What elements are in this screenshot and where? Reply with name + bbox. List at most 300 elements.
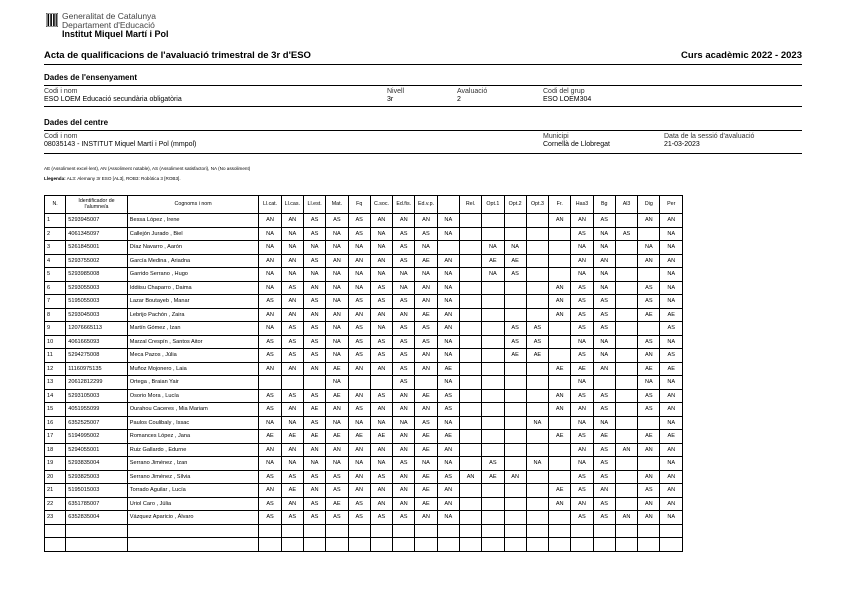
grade-cell: NA [370,241,392,255]
column-header: Ed.fis. [393,196,415,214]
grade-cell [526,295,548,309]
grade-cell: AE [549,430,571,444]
ensenyament-codi [44,88,182,104]
empty-cell [259,538,281,552]
grade-cell: NA [348,457,370,471]
column-header: Rel. [459,196,481,214]
grade-cell: NA [660,457,683,471]
grade-cell: AN [370,254,392,268]
grade-cell [526,430,548,444]
grade-cell: NA [437,416,459,430]
student-name: Lebrijo Pachón , Zaira [127,308,259,322]
grade-cell: AN [660,497,683,511]
grade-cell [615,484,637,498]
grade-cell: AN [393,403,415,417]
grade-cell: AN [638,254,660,268]
grade-cell [482,497,504,511]
grade-cell: NA [326,295,348,309]
grade-cell: AE [504,254,526,268]
grade-cell: AN [259,254,281,268]
empty-cell [303,538,325,552]
row-number: 6 [45,281,66,295]
empty-cell [348,524,370,538]
grade-cell: AE [415,308,437,322]
empty-row [45,524,683,538]
grade-cell [615,389,637,403]
grade-cell: AS [281,349,303,363]
grade-cell: NA [348,241,370,255]
grade-cell: NA [326,268,348,282]
avaluacio-value: 2 [457,96,461,103]
grade-cell [526,241,548,255]
grade-cell: AS [437,470,459,484]
student-id: 5293055003 [66,281,128,295]
grade-cell: AE [437,362,459,376]
grade-cell: NA [370,416,392,430]
grade-cell: NA [281,457,303,471]
header-logo-block [46,12,169,39]
grade-cell: AN [593,254,615,268]
grade-cell: NA [660,227,683,241]
grade-cell [638,268,660,282]
grade-cell: NA [526,457,548,471]
row-number: 9 [45,322,66,336]
grade-cell: AN [437,254,459,268]
row-number: 11 [45,349,66,363]
column-header: Has3 [571,196,593,214]
table-row [45,457,683,471]
grade-cell: AN [370,497,392,511]
grade-cell [549,470,571,484]
student-id: 20612812299 [66,376,128,390]
grade-cell [459,322,481,336]
grade-cell: AN [303,362,325,376]
grade-cell: NA [593,335,615,349]
grade-cell [615,281,637,295]
grade-cell: NA [571,457,593,471]
nivell-field [387,88,404,104]
table-row [45,214,683,228]
grade-cell: AS [393,322,415,336]
grade-cell: AN [281,362,303,376]
empty-cell [526,524,548,538]
empty-cell [303,524,325,538]
grade-cell: NA [437,376,459,390]
grade-cell [615,349,637,363]
empty-cell [393,538,415,552]
grade-cell: AS [259,497,281,511]
grade-cell: NA [415,268,437,282]
column-header: Identificador de l'alumne/a [66,196,128,214]
grade-cell [504,308,526,322]
grade-cell: AS [370,349,392,363]
grade-cell [459,484,481,498]
grade-cell: AS [370,281,392,295]
grade-cell: AS [393,349,415,363]
student-name: Garrido Serrano , Hugo [127,268,259,282]
student-id: 5293945007 [66,214,128,228]
empty-cell [526,538,548,552]
grade-cell: NA [393,281,415,295]
grade-cell: AS [281,470,303,484]
student-id: 5293835004 [66,457,128,471]
grade-cell: AS [638,295,660,309]
column-header [437,196,459,214]
grade-cell: AN [303,443,325,457]
grade-cell: AN [259,214,281,228]
grade-cell: AN [638,470,660,484]
grade-cell: AS [303,295,325,309]
grade-cell [615,430,637,444]
grade-cell: AN [303,484,325,498]
grade-cell [504,443,526,457]
grade-cell [615,335,637,349]
grade-cell: AS [526,322,548,336]
empty-cell [393,524,415,538]
grade-cell: AN [259,362,281,376]
ensenyament-codi-value: ESO LOEM Educació secundària obligatòria [44,96,182,103]
grade-cell: AN [459,470,481,484]
table-row [45,430,683,444]
page-title: Acta de qualificacions de l'avaluació trimestral de 3r d'ESO [44,50,311,61]
grade-cell: AN [615,443,637,457]
legend-label: Llegenda: [44,176,66,181]
grade-cell: AE [660,308,683,322]
table-row [45,322,683,336]
grade-cell [504,295,526,309]
grade-cell [549,376,571,390]
grade-cell: AN [393,497,415,511]
grade-cell: AN [638,349,660,363]
grade-cell: AN [326,308,348,322]
empty-row [45,538,683,552]
grade-cell: AS [593,470,615,484]
grade-cell: AN [660,389,683,403]
grade-cell: AE [660,430,683,444]
grade-cell [549,254,571,268]
grade-cell [504,376,526,390]
column-header: Fq [348,196,370,214]
grade-cell [482,443,504,457]
ensenyament-codi-label: Codi i nom [44,88,78,95]
grade-cell: AS [593,322,615,336]
title-row [44,50,802,61]
grade-cell [459,443,481,457]
grade-cell: NA [393,268,415,282]
empty-cell [638,524,660,538]
grade-cell: NA [326,241,348,255]
grade-cell: AS [326,511,348,525]
grade-cell [638,416,660,430]
student-id: 5293985008 [66,268,128,282]
grade-cell: AN [660,470,683,484]
column-header: Ll.cas. [281,196,303,214]
grade-cell: AN [437,322,459,336]
grade-cell: NA [326,457,348,471]
org-text [62,12,169,39]
empty-cell [482,538,504,552]
grade-cell: NA [571,335,593,349]
grade-cell: AS [281,335,303,349]
grade-cell: AE [482,254,504,268]
grade-cell [504,457,526,471]
grade-cell [526,470,548,484]
grup-value: ESO LOEM304 [543,96,592,103]
grade-cell [593,376,615,390]
grade-cell [459,497,481,511]
grade-cell: AN [348,389,370,403]
grade-cell: AS [303,227,325,241]
row-number: 1 [45,214,66,228]
grade-cell: AN [393,214,415,228]
grade-cell: AN [549,295,571,309]
grade-cell: AN [415,349,437,363]
grade-cell: AN [660,403,683,417]
grade-cell: AS [660,322,683,336]
grade-cell [459,457,481,471]
grade-cell: NA [259,227,281,241]
column-header: Opt.3 [526,196,548,214]
grade-cell: NA [303,457,325,471]
student-id: 11160975135 [66,362,128,376]
grade-cell [504,430,526,444]
empty-cell [127,538,259,552]
grade-cell: AS [259,389,281,403]
grade-cell [615,376,637,390]
generalitat-logo-icon [46,13,58,27]
grade-cell [459,335,481,349]
student-name: Marzal Crespín , Santos Aitor [127,335,259,349]
table-row [45,335,683,349]
grade-cell [348,376,370,390]
grup-label: Codi del grup [543,88,585,95]
empty-cell [615,524,637,538]
grade-cell [482,322,504,336]
grade-cell [615,241,637,255]
grade-cell: AN [348,470,370,484]
grade-cell [549,241,571,255]
table-row [45,416,683,430]
grade-cell [504,389,526,403]
grade-cell [526,389,548,403]
grade-cell: AN [571,254,593,268]
table-row [45,497,683,511]
grade-cell: AS [393,295,415,309]
grade-cell: NA [482,241,504,255]
grade-cell: AS [393,335,415,349]
grade-cell: AN [348,362,370,376]
student-name: Serrano Jiménez , Sílvia [127,470,259,484]
grade-cell: NA [281,227,303,241]
grade-cell [615,254,637,268]
student-name: Lazar Boutayeb , Manar [127,295,259,309]
grade-cell: AS [593,214,615,228]
grade-cell: AN [504,470,526,484]
grade-cell: AS [370,335,392,349]
grade-cell: NA [303,241,325,255]
grade-cell: AS [593,497,615,511]
grade-cell: AS [593,511,615,525]
empty-cell [437,524,459,538]
grade-cell: AN [393,308,415,322]
grade-cell: AE [281,484,303,498]
grade-cell: AN [281,254,303,268]
empty-cell [593,524,615,538]
grade-cell: AS [303,254,325,268]
grade-cell: NA [370,322,392,336]
student-id: 12076665113 [66,322,128,336]
row-number: 17 [45,430,66,444]
grade-cell: AE [482,470,504,484]
grade-cell [638,227,660,241]
grade-cell: AE [259,430,281,444]
grade-cell: AN [370,308,392,322]
grade-cell: AN [638,511,660,525]
grade-cell: AN [370,484,392,498]
student-id: 6352525007 [66,416,128,430]
table-row [45,362,683,376]
empty-cell [549,538,571,552]
grade-cell: NA [437,511,459,525]
grade-cell: NA [259,268,281,282]
grade-cell: AS [348,511,370,525]
student-id: 5195015003 [66,484,128,498]
grade-cell: AE [593,430,615,444]
grade-cell [526,403,548,417]
grade-cell: AN [370,403,392,417]
grade-cell: AN [615,511,637,525]
grade-cell: NA [660,511,683,525]
table-row [45,295,683,309]
grade-cell [259,376,281,390]
grade-cell: AN [415,295,437,309]
grade-cell: NA [281,268,303,282]
student-name: Osorio Mora , Lucía [127,389,259,403]
grade-cell [459,308,481,322]
grade-cell: AS [638,335,660,349]
grade-cell [482,308,504,322]
empty-cell [549,524,571,538]
grade-cell [459,241,481,255]
grade-cell: NA [303,268,325,282]
grade-cell [482,389,504,403]
grade-cell [615,214,637,228]
grade-cell: AE [303,430,325,444]
grade-cell: NA [348,281,370,295]
grade-cell: NA [593,227,615,241]
column-header: Fr. [549,196,571,214]
grade-cell: AN [393,484,415,498]
org-name: Generalitat de Catalunya [62,11,157,21]
grade-cell: AS [281,322,303,336]
grade-cell: AN [281,214,303,228]
grade-cell: AN [571,214,593,228]
grade-cell: NA [593,281,615,295]
grade-cell: AN [259,484,281,498]
grade-cell: NA [593,268,615,282]
section-ensenyament-title: Dades de l'ensenyament [44,73,138,82]
grade-cell: AN [393,443,415,457]
empty-cell [660,538,683,552]
grade-cell: AE [638,362,660,376]
divider [44,64,802,65]
avaluacio-label: Avaluació [457,88,488,95]
grade-cell [526,268,548,282]
grade-cell [526,254,548,268]
grade-cell: NA [415,457,437,471]
grade-cell [482,430,504,444]
grade-cell: NA [326,416,348,430]
empty-cell [459,524,481,538]
student-id: 4051955099 [66,403,128,417]
student-id: 5293045003 [66,308,128,322]
grade-cell: AN [437,497,459,511]
table-row [45,403,683,417]
grade-cell: AS [259,403,281,417]
table-row [45,281,683,295]
grade-abbreviations: AE (Assoliment excel·lent), AN (Assoliment notable), AS (Assoliment satisfactori), NA (No assoliment) [44,166,251,171]
grade-cell: AS [348,295,370,309]
empty-cell [326,538,348,552]
grade-cell: AS [348,335,370,349]
grade-cell [615,268,637,282]
grade-cell: AN [571,443,593,457]
grade-cell [615,457,637,471]
grade-cell: AS [593,457,615,471]
grade-cell: AE [638,308,660,322]
empty-cell [593,538,615,552]
empty-cell [370,538,392,552]
grade-cell: NA [571,376,593,390]
grade-cell [504,281,526,295]
row-number: 5 [45,268,66,282]
student-name: Bessa López , Irene [127,214,259,228]
grade-cell: AS [571,227,593,241]
grade-cell: AN [326,443,348,457]
row-number: 18 [45,443,66,457]
grade-cell: AS [303,511,325,525]
grade-cell: AN [415,214,437,228]
grade-cell [482,349,504,363]
grade-cell: AS [370,511,392,525]
grade-cell: AE [326,430,348,444]
grade-cell: NA [571,268,593,282]
grade-cell: AS [571,308,593,322]
grade-cell: NA [348,416,370,430]
grade-cell: AS [593,403,615,417]
grade-cell: AS [259,295,281,309]
grade-cell: AE [549,362,571,376]
student-id: 4061345097 [66,227,128,241]
grade-cell: NA [259,322,281,336]
grade-cell [526,308,548,322]
grade-cell: AE [415,443,437,457]
grade-cell [549,227,571,241]
grade-cell: NA [259,281,281,295]
grade-cell: AS [415,416,437,430]
centre-codi-value: 08035143 - INSTITUT Miquel Martí i Pol (mmpol) [44,141,197,148]
grade-cell: NA [660,335,683,349]
grade-cell: NA [437,457,459,471]
grade-cell [459,403,481,417]
grade-cell: AS [571,295,593,309]
grade-cell [459,268,481,282]
data-sessio-label: Data de la sessió d'avaluació [664,133,755,140]
student-id: 5293825003 [66,470,128,484]
grade-cell [615,416,637,430]
grade-cell [504,403,526,417]
grade-cell [370,376,392,390]
